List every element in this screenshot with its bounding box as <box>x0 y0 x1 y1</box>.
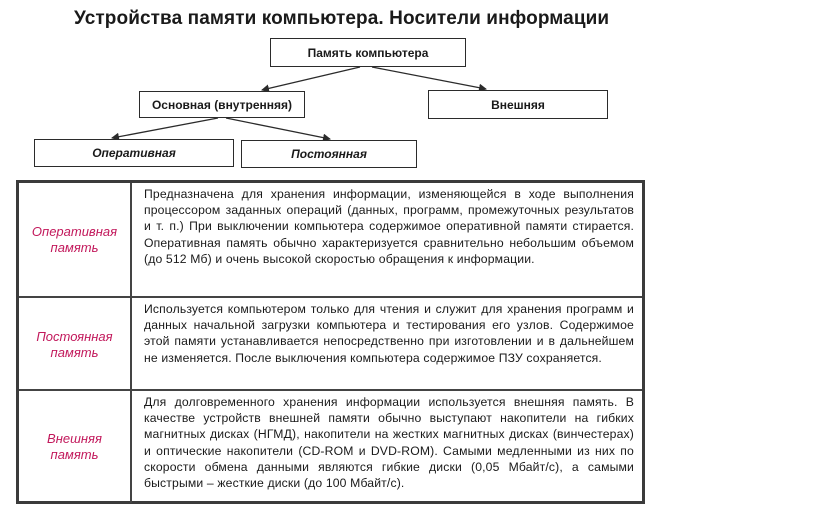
ram-description: Предназначена для хранения информации, изменяющейся в ходе выполнения процессором заданных операций (данных, программ, промежуточных результатов и т. п.) При выключении компьютера содержимое оперативной памяти стирается. Оперативная память обычно характеризуется сравнительно небольшим объемом (до 512 Мб) и очень высокой скоростью обращения к информации. <box>144 187 634 266</box>
page-title: Устройства памяти компьютера. Носители информации <box>74 8 610 29</box>
arrow-internal-to-rom <box>226 118 330 139</box>
arrow-root-to-external <box>372 67 486 89</box>
external-name: Внешняя память <box>47 431 102 462</box>
rom-description: Используется компьютером только для чтения и служит для хранения программ и данных начальной загрузки компьютера и тестирования его узлов. Содержимое этой памяти устанавливается непосредственно при изготовлении и в дальнейшем не изменяется. После выключения компьютера содержимое ПЗУ сохраняется. <box>144 302 634 365</box>
memory-types-table <box>16 180 645 504</box>
table-row <box>19 389 642 503</box>
ram-box: Оперативная <box>34 139 234 167</box>
row-name-cell <box>19 391 132 503</box>
arrow-internal-to-ram <box>112 118 218 138</box>
table-row <box>19 183 642 296</box>
arrow-root-to-internal <box>262 67 360 90</box>
row-name-cell <box>19 298 132 391</box>
rom-name: Постоянная память <box>36 328 113 360</box>
external-memory-box: Внешняя <box>428 90 608 119</box>
table-row <box>19 296 642 391</box>
external-description: Для долговременного хранения информации используется внешняя память. В качестве устройств внешней памяти обычно выступают накопители на гибких магнитных дисках (НГМД), накопители на жестких магнитных дисках (винчестерах) и оптические накопители (CD-ROM и DVD-ROM). Самыми медленными из них по скорости обмена данными являются гибкие диски (0,05 Мбайт/с), а самыми быстрыми – жесткие диски (до 100 Мбайт/с). <box>144 395 634 491</box>
rom-box: Постоянная <box>241 140 417 168</box>
memory-root-box: Память компьютера <box>270 38 466 67</box>
internal-memory-box: Основная (внутренняя) <box>139 91 305 118</box>
ram-name: Оперативная память <box>31 223 118 255</box>
row-name-cell <box>19 183 132 296</box>
